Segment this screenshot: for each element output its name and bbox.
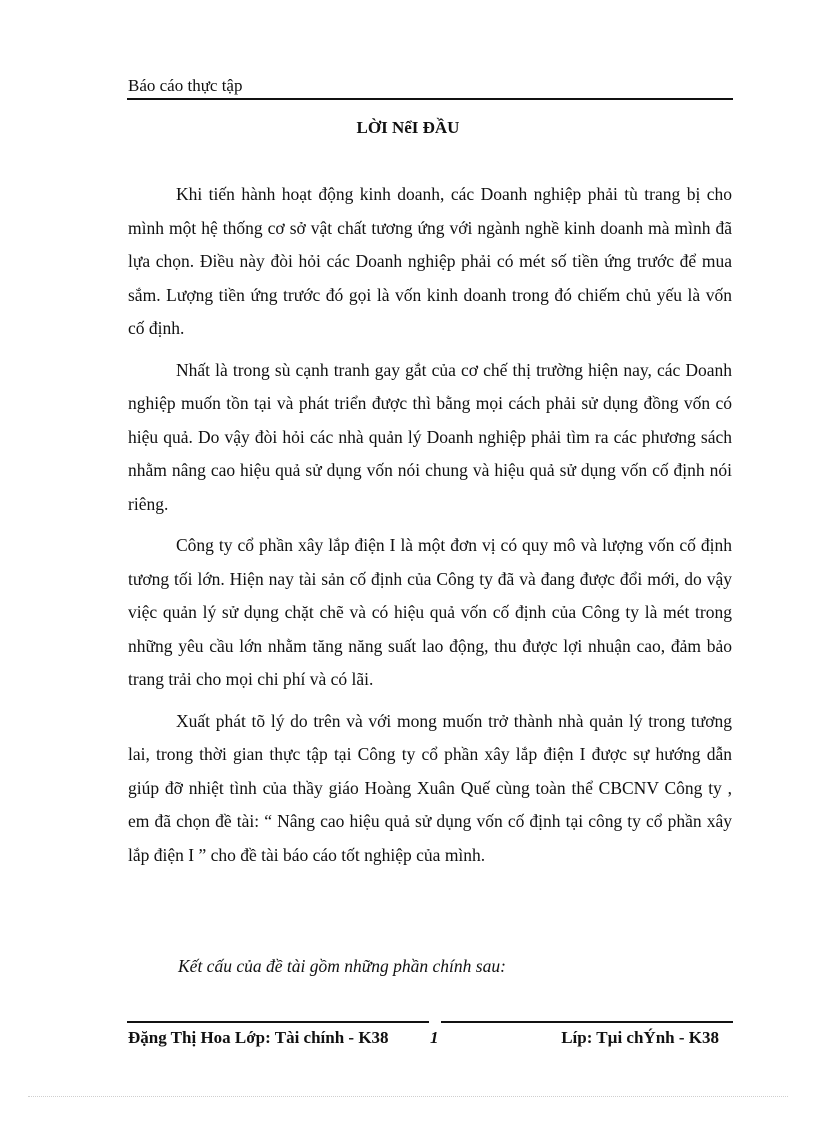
paragraph: Khi tiến hành hoạt động kinh doanh, các Doanh nghiệp phải tù trang bị cho mình một hệ thống cơ sở vật chất tương ứng với ngành nghề kinh doanh mà mình đã lựa chọn. Điều này đòi hỏi các Doanh nghiệp phải có mét số tiền ứng trước để mua sắm. Lượng tiền ứng trước đó gọi là vốn kinh doanh trong đó chiếm chủ yếu là vốn cố định. (128, 184, 732, 338)
paragraph: Công ty cổ phần xây lắp điện I là một đơn vị có quy mô và lượng vốn cố định tương tối lớn. Hiện nay tài sản cố định của Công ty đã và đang được đổi mới, do vậy việc quản lý sử dụng chặt chẽ và có hiệu quả vốn cố định của Công ty là mét trong những yêu cầu lớn nhằm tăng năng suất lao động, thu được lợi nhuận cao, đảm bảo trang trải cho mọi chi phí và có lãi. (128, 535, 732, 689)
body-text (128, 178, 732, 880)
page-bottom-divider (28, 1096, 788, 1097)
footer-divider-left (127, 1021, 429, 1023)
page-title: LỜI NểI ĐẦU (356, 118, 460, 137)
paragraph: Nhất là trong sù cạnh tranh gay gắt của cơ chế thị trường hiện nay, các Doanh nghiệp muốn tồn tại và phát triển được thì bằng mọi cách phải sử dụng đồng vốn có hiệu quả. Do vậy đòi hỏi các nhà quản lý Doanh nghiệp phải tìm ra các phương sách nhằm nâng cao hiệu quả sử dụng vốn nói chung và hiệu quả sử dụng vốn cố định nói riêng. (128, 359, 732, 514)
footer-divider-right (441, 1021, 733, 1023)
footer-author: Đặng Thị Hoa Lớp: Tài chính - K38 (128, 1028, 389, 1047)
footer-page-number: 1 (430, 1028, 439, 1047)
footer-class: Líp: Tµi chÝnh - K38 (561, 1028, 719, 1047)
paragraph: Xuất phát tõ lý do trên và với mong muốn trở thành nhà quản lý trong tương lai, trong thời gian thực tập tại Công ty cổ phần xây lắp điện I được sự hướng dẫn giúp đỡ nhiệt tình của thầy giáo Hoàng Xuân Quế cùng toàn thể CBCNV Công ty , em đã chọn đề tài: “ Nâng cao hiệu quả sử dụng vốn cố định tại công ty cổ phần xây lắp điện I ” cho đề tài báo cáo tốt nghiệp của mình. (128, 710, 732, 865)
structure-heading: Kết cấu của đề tài gồm những phần chính sau: (178, 956, 506, 976)
running-header: Báo cáo thực tập (128, 76, 243, 95)
header-divider (127, 98, 733, 100)
